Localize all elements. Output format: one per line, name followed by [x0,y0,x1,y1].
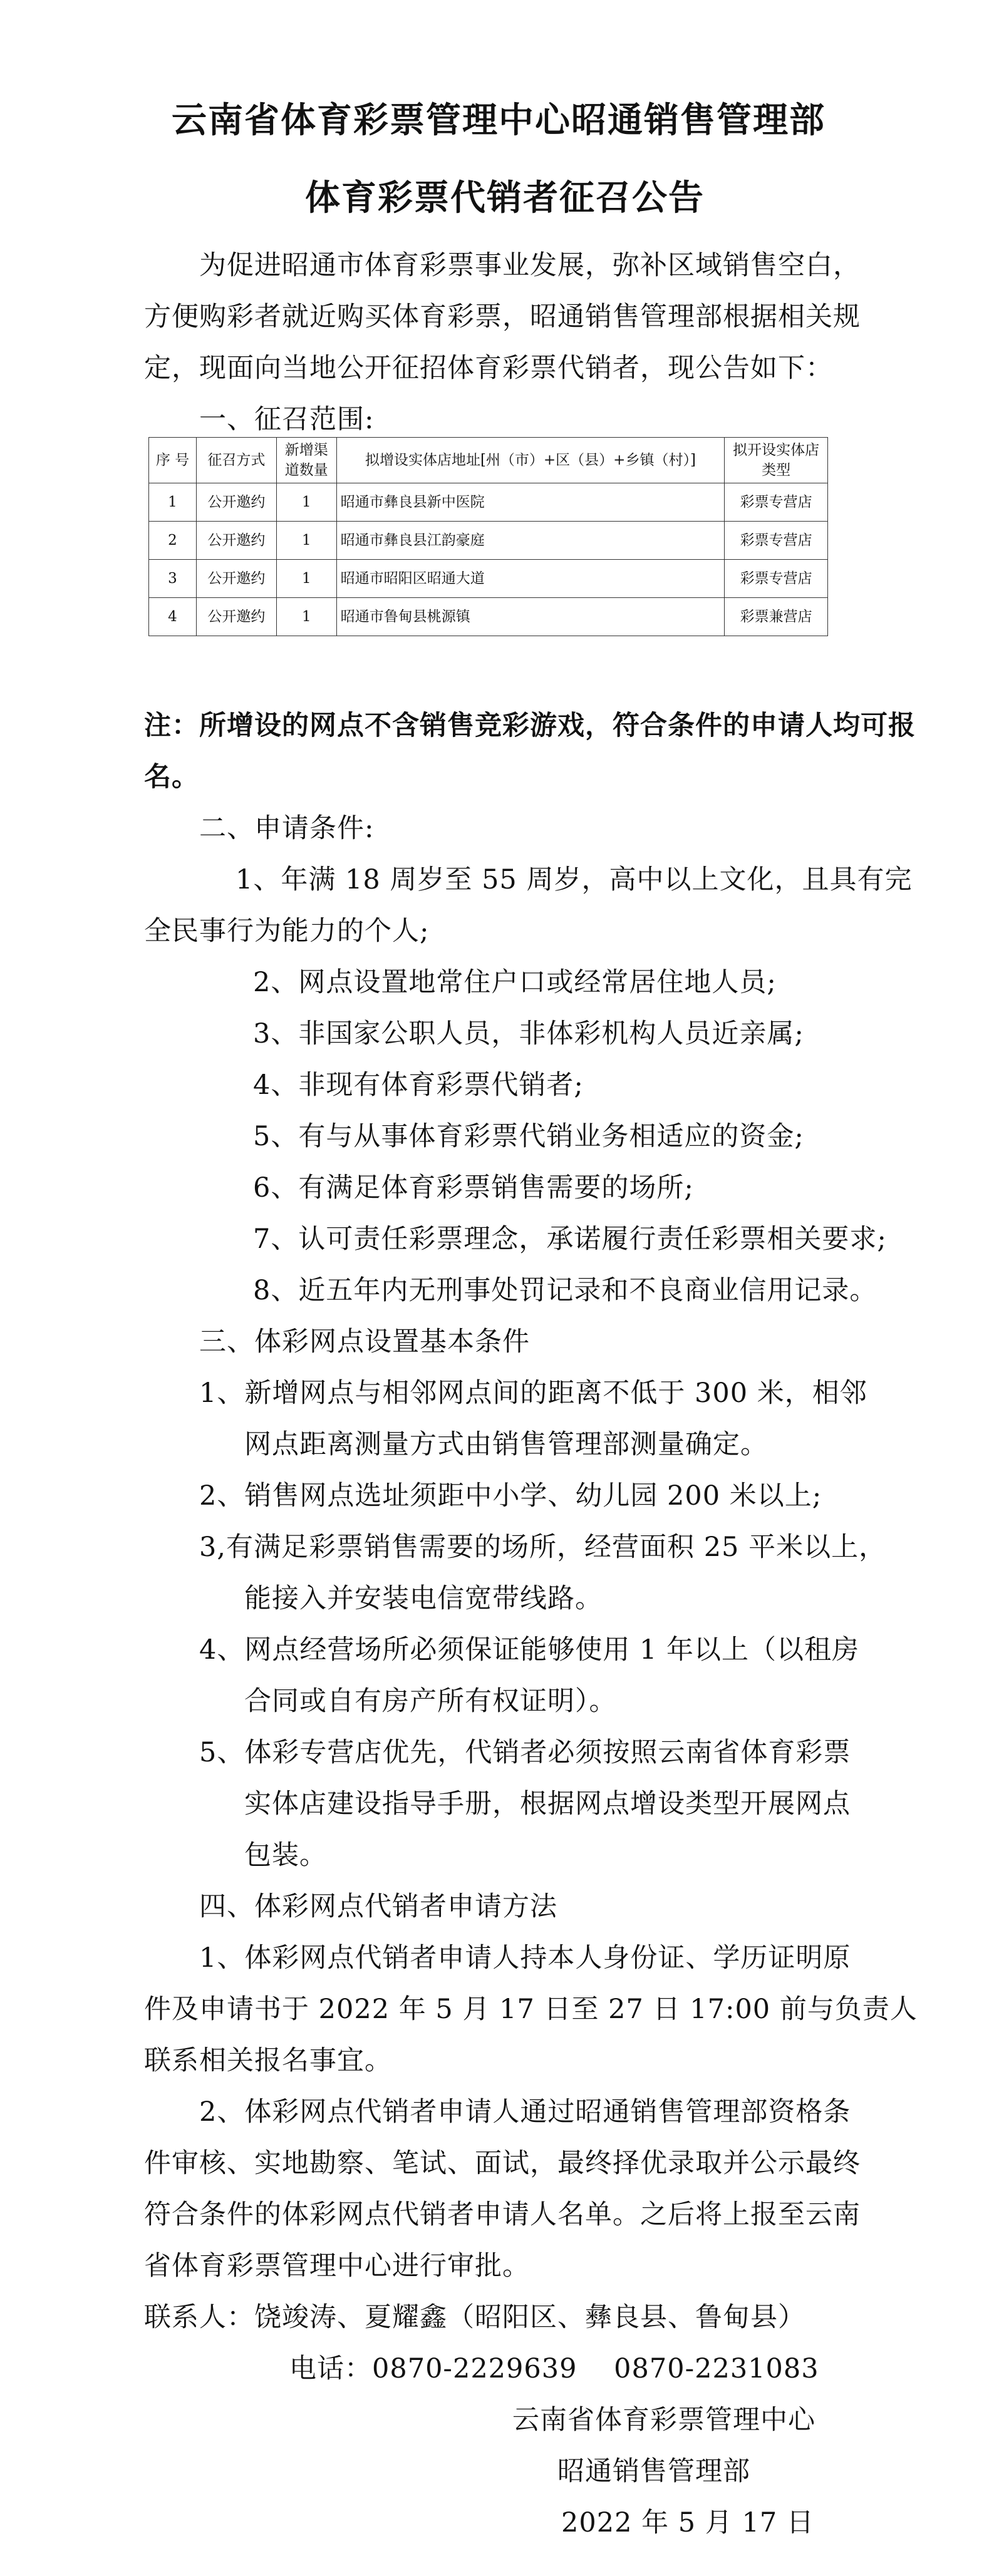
cell-address: 昭通市彝良县新中医院 [336,483,724,522]
setup-item-5-line-1: 5、体彩专营店优先，代销者必须按照云南省体育彩票 [199,1737,851,1768]
contact-line: 联系人：饶竣涛、夏耀鑫（昭阳区、彝良县、鲁甸县） [144,2302,805,2333]
condition-item: 5、有与从事体育彩票代销业务相适应的资金; [253,1121,804,1152]
header-method: 征召方式 [196,438,276,483]
note-line-2: 名。 [144,761,199,793]
header-type: 拟开设实体店类型 [725,438,828,483]
signature-date: 2022 年 5 月 17 日 [561,2507,814,2538]
condition-1-line-1: 1、年满 18 周岁至 55 周岁，高中以上文化，且具有完 [236,864,913,895]
table-row [149,560,828,598]
cell-seq: 4 [149,598,197,636]
section-2-heading: 二、申请条件: [199,813,375,844]
org-department: 昭通销售管理部 [557,2456,750,2487]
table-row [149,522,828,560]
condition-item: 2、网点设置地常住户口或经常居住地人员; [253,967,777,998]
cell-seq: 1 [149,483,197,522]
condition-item: 4、非现有体育彩票代销者; [253,1069,584,1101]
setup-item-4-line-1: 4、网点经营场所必须保证能够使用 1 年以上（以租房 [199,1634,860,1666]
cell-seq: 3 [149,560,197,598]
phone-line: 电话：0870-2229639 0870-2231083 [289,2353,819,2384]
condition-item: 6、有满足体育彩票销售需要的场所; [253,1172,694,1203]
condition-1-line-2: 全民事行为能力的个人; [144,915,430,947]
condition-item: 7、认可责任彩票理念，承诺履行责任彩票相关要求; [253,1224,887,1255]
cell-method: 公开邀约 [196,598,276,636]
section-1-heading: 一、征召范围: [199,404,375,435]
cell-method: 公开邀约 [196,483,276,522]
method-item-2-line-2: 件审核、实地勘察、笔试、面试，最终择优录取并公示最终 [144,2148,861,2179]
cell-count: 1 [276,483,336,522]
method-item-1-line-1: 1、体彩网点代销者申请人持本人身份证、学历证明原 [199,1942,851,1974]
condition-item: 3、非国家公职人员，非体彩机构人员近亲属; [253,1018,804,1049]
cell-type: 彩票兼营店 [725,598,828,636]
setup-item-5-line-2: 实体店建设指导手册，根据网点增设类型开展网点 [244,1788,851,1820]
method-item-1-line-2: 件及申请书于 2022 年 5 月 17 日至 27 日 17:00 前与负责人 [144,1994,918,2025]
intro-line-1: 为促进昭通市体育彩票事业发展，弥补区域销售空白， [199,250,861,281]
title-line-1: 云南省体育彩票管理中心昭通销售管理部 [172,100,826,141]
method-item-2-line-3: 符合条件的体彩网点代销者申请人名单。之后将上报至云南 [144,2199,861,2230]
header-count: 新增渠道数量 [276,438,336,483]
table-header-row [149,438,828,483]
cell-type: 彩票专营店 [725,522,828,560]
title-line-2: 体育彩票代销者征召公告 [305,177,705,219]
setup-item-5-line-3: 包装。 [244,1840,327,1871]
org-name: 云南省体育彩票管理中心 [512,2404,815,2436]
cell-address: 昭通市彝良县江韵豪庭 [336,522,724,560]
method-item-2-line-4: 省体育彩票管理中心进行审批。 [144,2250,530,2282]
setup-item-1-line-2: 网点距离测量方式由销售管理部测量确定。 [244,1429,768,1460]
note-line-1: 注：所增设的网点不含销售竞彩游戏，符合条件的申请人均可报 [144,710,916,741]
setup-item-1-line-1: 1、新增网点与相邻网点间的距离不低于 300 米，相邻 [199,1378,867,1409]
section-4-heading: 四、体彩网点代销者申请方法 [199,1891,557,1922]
table-row [149,598,828,636]
setup-item-3-line-2: 能接入并安装电信宽带线路。 [244,1583,603,1614]
setup-item-2-line-1: 2、销售网点选址须距中小学、幼儿园 200 米以上; [199,1480,822,1512]
method-item-2-line-1: 2、体彩网点代销者申请人通过昭通销售管理部资格条 [199,2096,851,2128]
cell-method: 公开邀约 [196,560,276,598]
cell-count: 1 [276,522,336,560]
header-address: 拟增设实体店地址[州（市）+区（县）+乡镇（村）] [336,438,724,483]
table-row [149,483,828,522]
cell-type: 彩票专营店 [725,560,828,598]
setup-item-3-line-1: 3,有满足彩票销售需要的场所，经营面积 25 平米以上， [199,1532,887,1563]
cell-type: 彩票专营店 [725,483,828,522]
cell-address: 昭通市昭阳区昭通大道 [336,560,724,598]
scope-table [148,437,828,636]
header-seq: 序 号 [149,438,197,483]
setup-item-4-line-2: 合同或自有房产所有权证明）。 [244,1686,617,1717]
section-3-heading: 三、体彩网点设置基本条件 [199,1326,530,1358]
method-item-1-line-3: 联系相关报名事宜。 [144,2045,392,2076]
cell-seq: 2 [149,522,197,560]
intro-line-2: 方便购彩者就近购买体育彩票，昭通销售管理部根据相关规 [144,301,861,332]
cell-count: 1 [276,598,336,636]
condition-item: 8、近五年内无刑事处罚记录和不良商业信用记录。 [253,1275,878,1306]
cell-count: 1 [276,560,336,598]
cell-address: 昭通市鲁甸县桃源镇 [336,598,724,636]
cell-method: 公开邀约 [196,522,276,560]
intro-line-3: 定，现面向当地公开征招体育彩票代销者，现公告如下： [144,353,833,384]
